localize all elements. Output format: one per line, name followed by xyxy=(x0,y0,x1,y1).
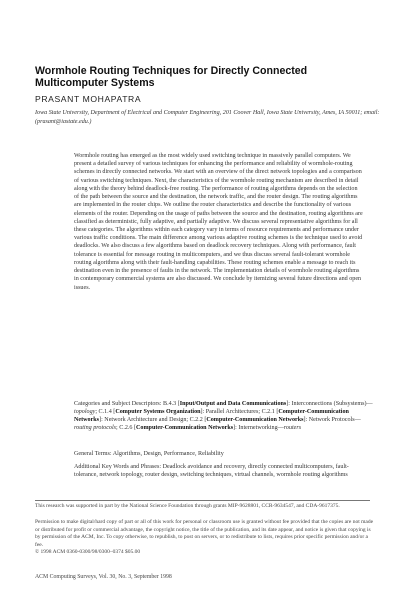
category-text: ]: Internetworking— xyxy=(233,425,284,432)
category-systems-org: Computer Systems Organization xyxy=(115,409,201,416)
funding-footnote: This research was supported in part by the National Science Foundation through grants MIP-9628801, CCR-9634547, and CDA-9617375. xyxy=(35,503,340,509)
categories-subject-descriptors xyxy=(74,400,374,433)
category-text: ; C.1.4 [ xyxy=(95,409,116,416)
category-text: ]: Parallel Architectures; C.2.1 [ xyxy=(200,409,279,416)
paper-title: Wormhole Routing Techniques for Directly Connected Multicomputer Systems xyxy=(35,65,308,89)
keywords: Additional Key Words and Phrases: Deadlock avoidance and recovery, directly connected multicomputers, fault-tolerance, network topology, router design, switching techniques, virtual channels, wormhole routing algorithms xyxy=(74,464,349,479)
categories-lead: Categories and Subject Descriptors: B.4.3 [ xyxy=(74,401,180,407)
permission-footnote xyxy=(35,519,377,557)
author-name: PRASANT MOHAPATRA xyxy=(35,94,142,104)
category-italic: routers xyxy=(283,425,302,432)
category-comm-networks: Computer-Communication Networks xyxy=(206,417,304,424)
category-text: ; C.2.6 [ xyxy=(116,425,137,432)
category-text: ]: Network Architecture and Design; C.2.2 [ xyxy=(99,417,207,424)
category-comm-networks: Computer-Communication Networks xyxy=(74,409,349,424)
category-text: ]: Network Protocols— xyxy=(303,417,361,424)
permission-notice: Permission to make digital/hard copy of part or all of this work for personal or classroom use is granted without fee provided that the copies are not made or distributed for profit or commercial advantage, the copyright notice, the title of the publication, and its date appear, and notice is given that copying is by permission of the ACM, Inc. To copy otherwise, to republish, to post on servers, or to redistribute to lists, requires prior specific permission and/or a fee. xyxy=(35,519,374,548)
category-comm-networks: Computer-Communication Networks xyxy=(136,425,234,432)
author-affiliation: Iowa State University, Department of Electrical and Computer Engineering, 201 Coover Hall, Iowa State University, Ames, IA 50011; email: (prasant@iastate.edu.) xyxy=(35,110,380,125)
category-italic: routing protocols xyxy=(74,425,117,432)
general-terms: General Terms: Algorithms, Design, Performance, Reliability xyxy=(74,451,224,457)
abstract-text: Wormhole routing has emerged as the most widely used switching technique in massively parallel computers. We present a detailed survey of various techniques for enhancing the performance and reliability of wormhole-routing schemes in directly connected networks. We start with an overview of the direct network topologies and a comparison of various switching techniques. Next, the characteristics of the wormhole routing mechanism are described in detail along with the theory behind deadlock-free routing. The performance of routing algorithms depends on the selection of the path between the source and the destination, the network traffic, and the router design. The routing algorithms are implemented in the router chips. We outline the router characteristics and describe the functionality of various elements of the router. Depending on the usage of paths between the source and the destination, routing algorithms are classified as deterministic, fully adaptive, and partially adaptive. We discuss several representative algorithms for all these categories. The algorithms within each category vary in terms of resource requirements and performance under various traffic conditions. The main difference among various adaptive routing schemes is the technique used to avoid deadlocks. We also discuss a few algorithms based on deadlock recovery techniques. Along with performance, fault tolerance is essential for message routing in multicomputers, and we thus discuss several fault-tolerant wormhole routing algorithms along with their fault-handling capabilities. These routing schemes enable a message to reach its destination even in the presence of faults in the network. The implementation details of wormhole routing algorithms in contemporary commercial systems are also discussed. We conclude by itemizing several future directions and open issues. xyxy=(74,153,363,291)
copyright-notice: © 1998 ACM 0360-0300/98/0300–0374 $05.00 xyxy=(35,549,141,556)
footnote-divider xyxy=(35,500,370,501)
journal-footer: ACM Computing Surveys, Vol. 30, No. 3, September 1998 xyxy=(35,574,172,580)
category-italic: topology xyxy=(74,409,96,416)
category-io-data-comm: Input/Output and Data Communications xyxy=(179,401,287,407)
category-text: ]: Interconnections (Subsystems)— xyxy=(286,401,373,407)
